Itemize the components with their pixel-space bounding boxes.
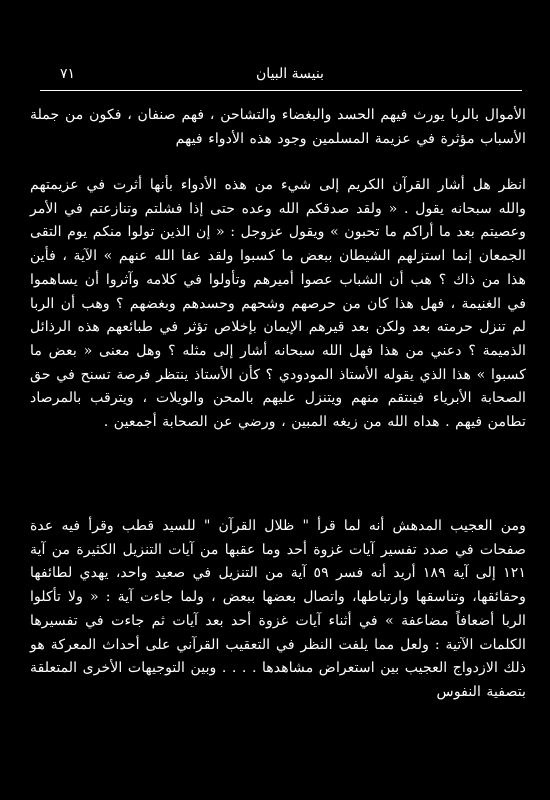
page-header bbox=[60, 62, 520, 86]
paragraph-2: انظر هل أشار القرآن الكريم إلى شيء من هذه الأدواء بأنها أثرت في عزيمتهم والله سبحانه يقول . « ولقد صدقكم الله وعده حتى إذا فشلتم وتنازعتم في الأمر وعصيتم بعد ما أراكم ما تحبون » ويقول عزوجل : « إن الذين تولوا منكم يوم التقى الجمعان إنما استزلهم الشيطان ببعض ما كسبوا ولقد عفا الله عنهم » الآية ، فأين هذا من ذاك ؟ هب أن الشباب عصوا أميرهم وتأولوا في كلامه وآثروا أن يساهموا في الغنيمة ، فهل هذا كان من حرصهم وشحهم وحسدهم وبغضهم ؟ وهب أن الربا لم تنزل حرمته بعد ولكن بعد قيرهم الإيمان بإخلاص تؤثر في طبائعهم هذه الرذائل الذميمة ؟ دعني من هذا فهل الله سبحانه أشار إلى مثله ؟ وهل معنى « بعض ما كسبوا » هذا الذي يقوله الأستاذ المودودي ؟ كأن الأستاذ ينتظر فرصة تسنح في حق الصحابة الأبرياء فينتقم منهم ويتنزل عليهم بالمحن والويلات ، ويترقب بالمرصاد تطامن فيهم . هداه الله من زيغه المبين ، ورضي عن الصحابة أجمعين . bbox=[30, 177, 526, 431]
running-title: بنيسة البيان bbox=[256, 66, 324, 82]
page-number: ٧١ bbox=[60, 66, 76, 82]
header-divider bbox=[40, 90, 522, 91]
paragraph-1: الأموال بالربا يورث فيهم الحسد والبغضاء والتشاحن ، فهم صنفان ، فكون من جملة الأسباب مؤثرة في عزيمة المسلمين وجود هذه الأدواء فيهم bbox=[30, 107, 526, 147]
paragraph-3: ومن العجيب المدهش أنه لما قرأ " ظلال القرآن " للسيد قطب وقرأ فيه عدة صفحات في صدد تفسير آيات غزوة أحد وما عقبها من آيات التنزيل الكثيرة من آية ١٢١ إلى آية ١٨٩ أريد أنه فسر ٥٩ آية من التنزيل في صعيد واحد، يهدي لطائفها وحقائقها، وتناسقها وارتباطها، واتصال بعضها ببعض ، ولما جاءت آية : « ولا تأكلوا الربا أضعافاً مضاعفة » في أثناء آيات غزوة أحد بعد آيات ثم جاءت في تفسيرها الكلمات الآتية : ولعل مما يلفت النظر في التعقيب القرآني على أحداث المعركة هو ذلك الازدواج العجيب بين استعراض مشاهدها . . . . وبين التوجيهات الأخرى المتعلقة بتصفية النفوس bbox=[30, 518, 526, 700]
